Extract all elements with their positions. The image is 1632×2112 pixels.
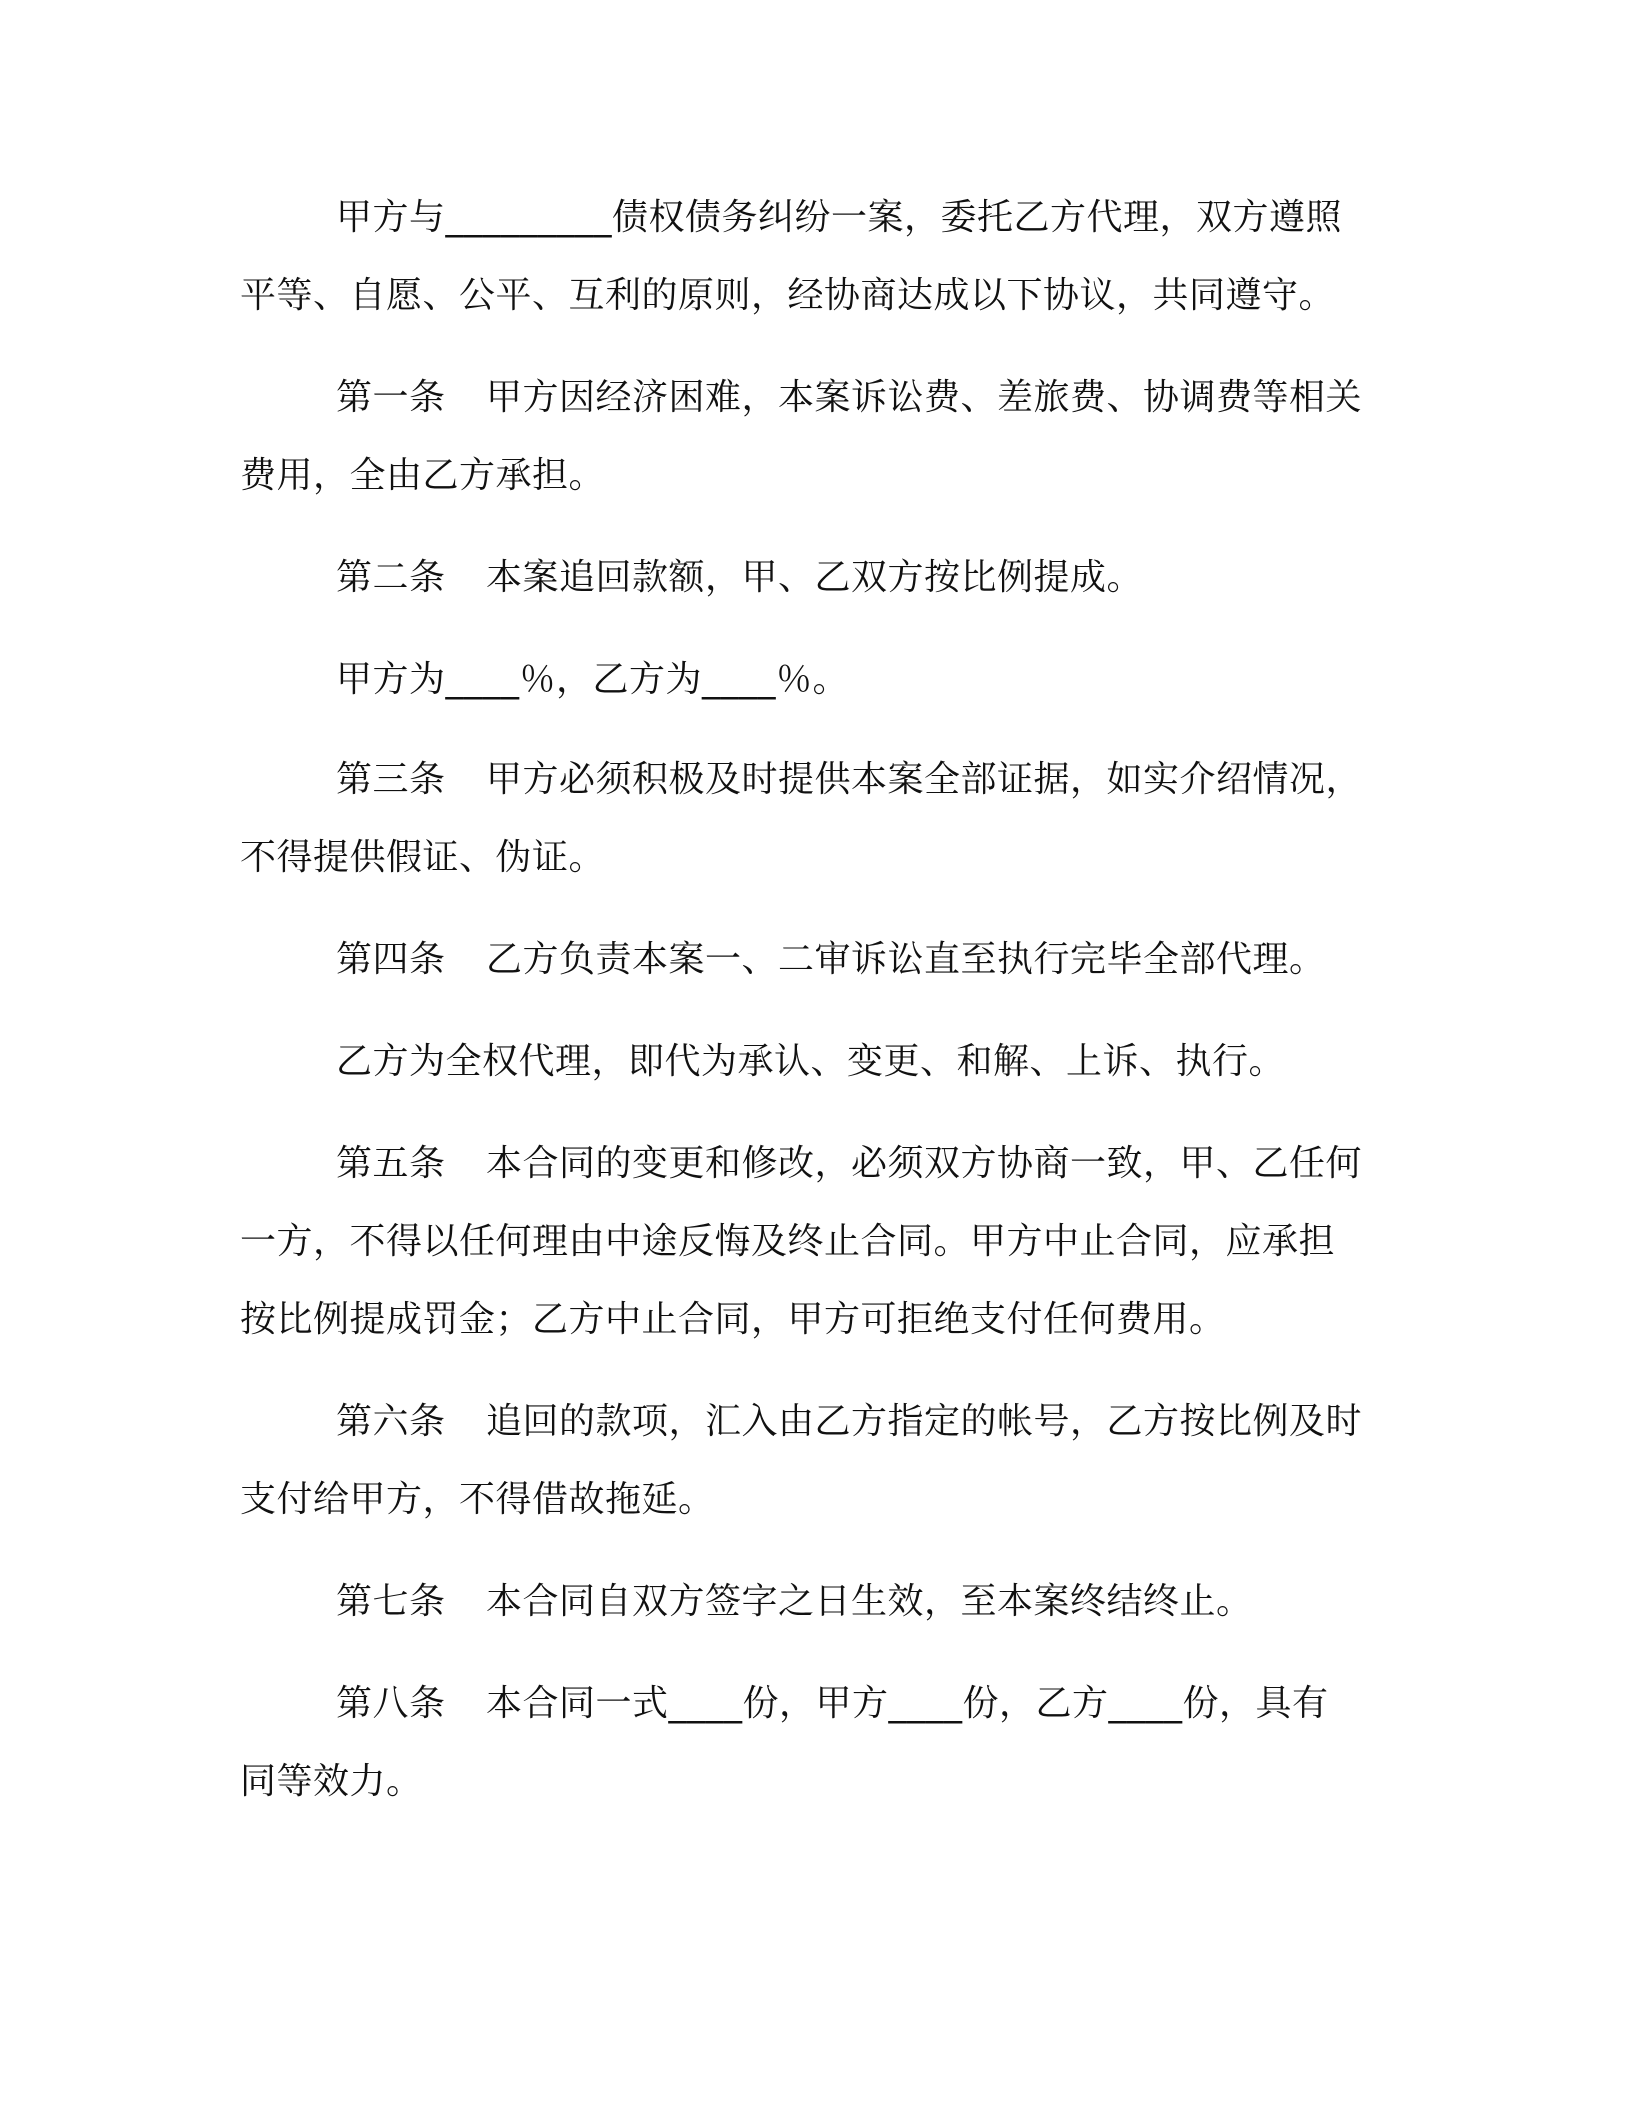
article-4-label: 第四条 (336, 939, 446, 980)
intro-line-1: 甲方与_________债权债务纠纷一案，委托乙方代理，双方遵照 (336, 197, 1343, 238)
article-1-line-1 (336, 374, 1362, 422)
article-5-text: 本合同的变更和修改，必须双方协商一致，甲、乙任何 (486, 1143, 1363, 1184)
article-8-line-1 (336, 1680, 1329, 1728)
article-3-line-2: 不得提供假证、伪证。 (240, 837, 606, 878)
article-3-line-1 (336, 756, 1362, 804)
article-3-text: 甲方必须积极及时提供本案全部证据，如实介绍情况， (486, 759, 1363, 800)
article-8-label: 第八条 (336, 1683, 446, 1724)
article-7-line-1 (336, 1578, 1253, 1626)
intro-line-2: 平等、自愿、公平、互利的原则，经协商达成以下协议，共同遵守。 (240, 275, 1336, 316)
article-2-line-1 (336, 554, 1143, 602)
article-6-line-1 (336, 1398, 1362, 1446)
article-1-text: 甲方因经济困难，本案诉讼费、差旅费、协调费等相关 (486, 377, 1363, 418)
article-8-text: 本合同一式____份，甲方____份，乙方____份，具有 (486, 1683, 1329, 1724)
article-6-label: 第六条 (336, 1401, 446, 1442)
article-1-label: 第一条 (336, 377, 446, 418)
article-4-text: 乙方负责本案一、二审诉讼直至执行完毕全部代理。 (486, 939, 1326, 980)
article-7-label: 第七条 (336, 1581, 446, 1622)
article-5-line-2: 一方，不得以任何理由中途反悔及终止合同。甲方中止合同，应承担 (240, 1221, 1336, 1262)
article-2-line-2: 甲方为____％，乙方为____％。 (336, 659, 850, 700)
article-6-line-2: 支付给甲方，不得借故拖延。 (240, 1479, 715, 1520)
article-5-line-1 (336, 1140, 1362, 1188)
article-2-label: 第二条 (336, 557, 446, 598)
article-8-line-2: 同等效力。 (240, 1761, 423, 1802)
article-3-label: 第三条 (336, 759, 446, 800)
article-7-text: 本合同自双方签字之日生效，至本案终结终止。 (486, 1581, 1253, 1622)
article-4-line-2: 乙方为全权代理，即代为承认、变更、和解、上诉、执行。 (336, 1041, 1286, 1082)
article-6-text: 追回的款项，汇入由乙方指定的帐号，乙方按比例及时 (486, 1401, 1363, 1442)
article-5-label: 第五条 (336, 1143, 446, 1184)
article-4-line-1 (336, 936, 1326, 984)
article-2-text: 本案追回款额，甲、乙双方按比例提成。 (486, 557, 1144, 598)
article-1-line-2: 费用，全由乙方承担。 (240, 455, 606, 496)
article-5-line-3: 按比例提成罚金；乙方中止合同，甲方可拒绝支付任何费用。 (240, 1299, 1226, 1340)
